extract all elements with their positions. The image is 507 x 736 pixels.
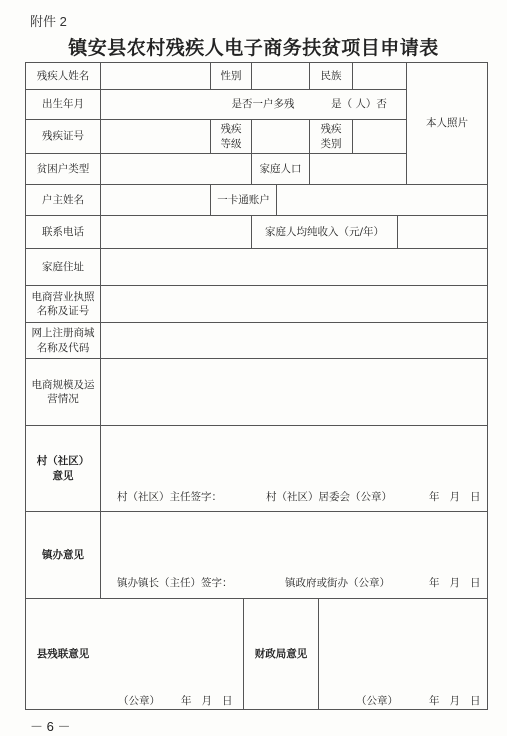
town-seal-label: 镇政府或街办（公章） bbox=[285, 577, 390, 589]
photo-label: 本人照片 bbox=[426, 117, 468, 130]
store-field[interactable] bbox=[101, 323, 487, 358]
card-account-label: 一卡通账户 bbox=[217, 193, 270, 206]
page-number: － 6 － bbox=[30, 719, 71, 734]
town-opinion-field[interactable] bbox=[101, 512, 487, 570]
village-date: 年 月 日 bbox=[429, 491, 481, 503]
birth-field[interactable] bbox=[101, 90, 210, 119]
disability-type-label: 残疾 类别 bbox=[320, 123, 342, 150]
name-label: 残疾人姓名 bbox=[36, 69, 90, 82]
phone-label: 联系电话 bbox=[42, 225, 84, 238]
county-opinion-label: 县残联意见 bbox=[36, 647, 90, 660]
table-line bbox=[487, 62, 488, 710]
license-label: 电商营业执照 名称及证号 bbox=[31, 290, 95, 317]
multi-disabled-options[interactable]: 是（ 人）否 bbox=[331, 98, 387, 111]
county-opinion-field[interactable] bbox=[101, 599, 243, 684]
village-sign-label: 村（社区）主任签字： bbox=[117, 491, 222, 503]
finance-date: 年 月 日 bbox=[429, 695, 481, 707]
income-field[interactable] bbox=[398, 216, 487, 248]
family-size-field[interactable] bbox=[310, 154, 406, 184]
town-opinion-label: 镇办意见 bbox=[42, 548, 84, 561]
card-account-field[interactable] bbox=[277, 185, 487, 215]
town-date: 年 月 日 bbox=[429, 577, 481, 589]
village-opinion-label: 村（社区） 意见 bbox=[36, 455, 90, 482]
finance-seal-label: （公章） bbox=[356, 695, 398, 707]
table-line bbox=[25, 709, 487, 710]
attachment-label: 附件 2 bbox=[30, 14, 67, 29]
multi-disabled-label: 是否一户多残 bbox=[231, 98, 295, 111]
scale-label: 电商规模及运 营情况 bbox=[31, 378, 95, 405]
disability-id-label: 残疾证号 bbox=[42, 130, 84, 143]
village-opinion-field[interactable] bbox=[101, 426, 487, 484]
finance-opinion-label: 财政局意见 bbox=[254, 647, 308, 660]
address-label: 家庭住址 bbox=[42, 260, 84, 273]
gender-label: 性别 bbox=[220, 69, 242, 82]
form-title: 镇安县农村残疾人电子商务扶贫项目申请表 bbox=[68, 37, 439, 59]
village-seal-label: 村（社区）居委会（公章） bbox=[266, 491, 392, 503]
scale-field[interactable] bbox=[101, 359, 487, 425]
county-seal-label: （公章） bbox=[118, 695, 160, 707]
disability-grade-label: 残疾 等级 bbox=[220, 123, 242, 150]
store-label: 网上注册商城 名称及代码 bbox=[31, 327, 95, 354]
county-date: 年 月 日 bbox=[181, 695, 233, 707]
phone-field[interactable] bbox=[101, 216, 251, 248]
ethnicity-label: 民族 bbox=[320, 69, 342, 82]
poverty-type-label: 贫困户类型 bbox=[36, 162, 90, 175]
town-sign-label: 镇办镇长（主任）签字： bbox=[117, 577, 233, 589]
household-head-label: 户主姓名 bbox=[42, 193, 84, 206]
income-label: 家庭人均纯收入（元/年） bbox=[264, 225, 385, 238]
address-field[interactable] bbox=[101, 249, 487, 285]
disability-id-field[interactable] bbox=[101, 120, 210, 153]
name-field[interactable] bbox=[101, 63, 210, 89]
disability-grade-field[interactable] bbox=[252, 120, 309, 153]
poverty-type-field[interactable] bbox=[101, 154, 251, 184]
disability-type-field[interactable] bbox=[353, 120, 406, 153]
birth-label: 出生年月 bbox=[42, 98, 84, 111]
ethnicity-field[interactable] bbox=[353, 63, 406, 89]
photo-box[interactable] bbox=[407, 63, 487, 184]
household-head-field[interactable] bbox=[101, 185, 210, 215]
family-size-label: 家庭人口 bbox=[259, 162, 302, 175]
gender-field[interactable] bbox=[252, 63, 309, 89]
finance-opinion-field[interactable] bbox=[319, 599, 487, 684]
license-field[interactable] bbox=[101, 286, 487, 322]
